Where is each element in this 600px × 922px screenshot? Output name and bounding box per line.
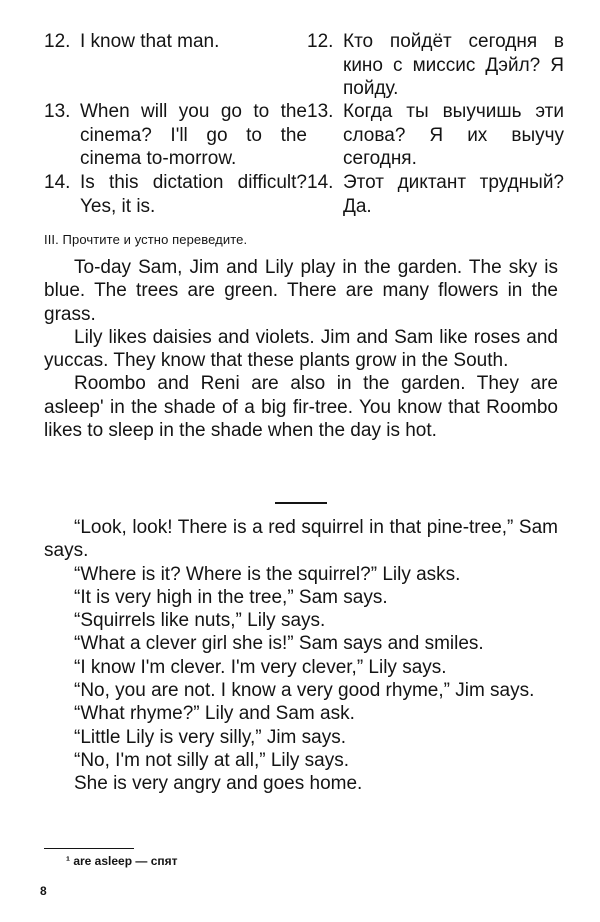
russian-sentence: Когда ты выучишь эти слова? Я их выучу сегодня. xyxy=(343,101,564,169)
dialogue-line: “I know I'm clever. I'm very clever,” Lily says. xyxy=(74,656,447,678)
dialogue-line: “No, you are not. I know a very good rhyme,” Jim says. xyxy=(74,680,535,702)
dialogue-line: “Squirrels like nuts,” Lily says. xyxy=(74,610,326,632)
exercise-row xyxy=(44,171,564,218)
story-paragraph: Lily likes daisies and violets. Jim and Sam like roses and yuccas. They know that these plants grow in the South. xyxy=(44,326,558,372)
footnote: ¹ are asleep — спят xyxy=(66,854,178,868)
story-paragraph: Roombo and Reni are also in the garden. They are asleep' in the shade of a big fir-tree. You know that Roombo likes to sleep in the shade when the day is hot. xyxy=(44,373,558,442)
section-heading: III. Прочтите и устно переведите. xyxy=(44,232,248,247)
exercise-row xyxy=(44,100,564,171)
russian-sentence: Кто пойдёт сегодня в кино с миссис Дэйл? Я пойду. xyxy=(343,31,564,99)
item-number: 12. xyxy=(307,31,334,52)
english-sentence: When will you go to the cinema? I'll go to the cinema to-morrow. xyxy=(80,101,307,169)
dialogue-line: “Where is it? Where is the squirrel?” Lily asks. xyxy=(74,563,461,585)
item-number: 13. xyxy=(307,101,334,122)
dialogue-line: “What a clever girl she is!” Sam says and smiles. xyxy=(74,633,484,655)
story-text xyxy=(44,256,558,442)
item-number: 14. xyxy=(307,172,334,193)
russian-sentence: Этот диктант трудный? Да. xyxy=(343,172,564,217)
dialogue-line: “What rhyme?” Lily and Sam ask. xyxy=(74,703,355,725)
dialogue-line: She is very angry and goes home. xyxy=(74,773,363,795)
dialogue-line: “It is very high in the tree,” Sam says. xyxy=(74,586,388,608)
dialogue-text xyxy=(44,516,558,796)
story-paragraph: To-day Sam, Jim and Lily play in the garden. The sky is blue. The trees are green. There are many flowers in the grass. xyxy=(44,257,558,325)
item-number: 14. xyxy=(44,172,71,193)
exercise-translation-table xyxy=(44,30,564,218)
section-divider xyxy=(275,502,327,504)
page-number: 8 xyxy=(40,884,47,898)
item-number: 12. xyxy=(44,31,71,52)
dialogue-line: “Little Lily is very silly,” Jim says. xyxy=(74,726,347,748)
exercise-row xyxy=(44,30,564,100)
english-sentence: Is this dictation difficult? Yes, it is. xyxy=(80,172,307,217)
footnote-rule xyxy=(44,848,134,849)
dialogue-line: “Look, look! There is a red squirrel in that pine-tree,” Sam says. xyxy=(44,517,558,562)
english-sentence: I know that man. xyxy=(80,31,220,52)
item-number: 13. xyxy=(44,101,71,122)
dialogue-line: “No, I'm not silly at all,” Lily says. xyxy=(74,749,349,771)
